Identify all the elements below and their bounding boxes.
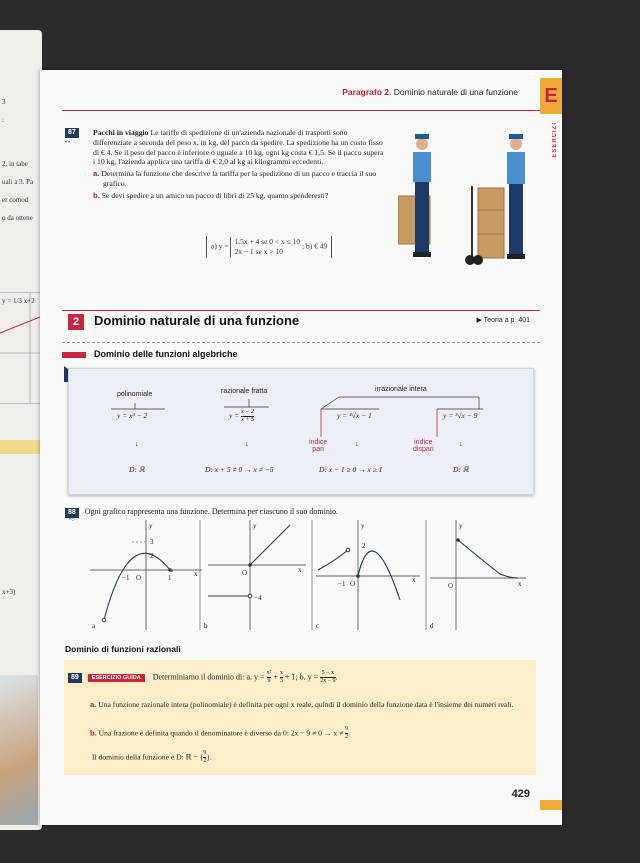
left-yellow-band	[0, 440, 40, 454]
guided-exercise-tag: ESERCIZIO GUIDA	[88, 674, 145, 682]
theory-link[interactable]: ▶ Teoria a p. 401	[476, 317, 530, 324]
subsection-title	[62, 349, 540, 359]
item-letter: b.	[90, 728, 97, 738]
graph-b	[208, 520, 306, 630]
svg-text:−1: −1	[338, 580, 346, 588]
left-fragment: uali a 3. Pa	[2, 178, 34, 186]
left-fragment: er comod	[2, 196, 29, 204]
function-classification-diagram	[68, 368, 534, 495]
textbook-page	[40, 70, 562, 825]
label-polinomiale: polinomiale	[117, 391, 153, 398]
section-title: Dominio naturale di una funzione	[94, 313, 300, 328]
inline-fraction: $\frac{x}{3}$	[279, 670, 283, 684]
svg-text:O: O	[350, 580, 356, 588]
paragraph-label: Paragrafo 2.	[342, 87, 392, 97]
answer-b: ; b) € 49	[302, 241, 328, 251]
svg-text:y: y	[149, 522, 153, 530]
graph-label-c: c	[316, 622, 320, 630]
inline-fraction: $\frac{\text{x²}}{9}$	[266, 670, 272, 684]
left-graph-label: y = 1/3 x+2	[2, 297, 35, 305]
domain-irrazionale-pari: D: x − 1 ≥ 0 → x ≥ 1	[319, 465, 383, 474]
answer-case-1: 1,5x + 4 se 0 < x ≤ 10	[234, 237, 301, 246]
exercise-number: 89	[68, 673, 82, 683]
answer-case-2: 2x − 1 se x > 10	[234, 247, 283, 256]
graph-a	[90, 520, 202, 630]
subsection-bar	[62, 352, 86, 358]
graph-d	[430, 520, 526, 630]
label-irrazionale: irrazionale intera	[375, 386, 427, 393]
exercise-89: 89 ESERCIZIO GUIDA Determiniamo il dominio di: a. y = $\frac{\text{x²}}{9}$ + $\frac{x}{3}$ + 1; b. y = $\frac{5 - x}{2x - 9}$ .	[64, 670, 338, 685]
left-graph	[0, 292, 40, 404]
formula-polinomiale: y = x³ − 2	[117, 411, 148, 420]
inline-fraction: $\frac{9}{2}$	[203, 750, 207, 764]
svg-text:2: 2	[150, 552, 154, 560]
formula-razionale-lhs: y =	[229, 411, 240, 421]
header-rule	[62, 110, 540, 111]
svg-text:O: O	[242, 569, 248, 577]
delivery-workers-illustration	[398, 128, 538, 268]
guide-item-a-text: Una funzione razionale intera (polinomiale) è definita per ogni x reale, quindi il dominio della funzione data è l'insieme dei numeri reali.	[98, 700, 514, 709]
domain-graphs	[90, 520, 530, 630]
esercizi-side-label: ESERCIZI	[552, 122, 558, 158]
exercise-item-b: Se devi spedire a un amico un pacco di libri di 25 kg, quanto spenderesti?	[101, 190, 329, 200]
difficulty-dots: ••	[65, 140, 72, 146]
exercise-title: Pacchi in viaggio	[93, 128, 149, 137]
formula-irrazionale-pari: y = ⁴√x − 1	[337, 411, 372, 420]
formula-razionale	[229, 409, 254, 424]
svg-text:1: 1	[168, 574, 172, 582]
svg-text:O: O	[136, 574, 142, 582]
exercise-number: 88	[65, 508, 79, 518]
inline-fraction: $\frac{5 - x}{2x - 9}$	[320, 670, 336, 684]
left-fragment: o da ottene	[2, 214, 33, 222]
subsection-title: Dominio di funzioni razionali	[65, 644, 181, 654]
exercise-answer	[206, 236, 332, 258]
arrow-down: ↓	[355, 441, 359, 448]
guide-conclusion: Il dominio della funzione è D: ℝ − { $\frac{9}{2}$ }.	[92, 750, 212, 764]
exercise-88	[65, 507, 339, 523]
svg-text:x: x	[194, 570, 198, 578]
svg-text:3: 3	[150, 538, 154, 546]
domain-polinomiale: D: ℝ	[129, 465, 145, 474]
domain-razionale: D: x + 5 ≠ 0 → x ≠ −5	[205, 465, 274, 474]
header-title	[342, 87, 518, 97]
dashed-divider	[62, 342, 540, 343]
arrow-down: ↓	[245, 441, 249, 448]
svg-text:x: x	[298, 566, 302, 574]
answer-a-label: a) y =	[211, 241, 229, 251]
exercise-text: Le tariffe di spedizione di un'azienda nazionale di trasporti sono differenziate a seconda del peso x, in kg, del pacco da spedire. La spedizione ha un costo fisso di € 4. Se il peso del pacco è inferiore o uguale a 10 kg, ogni kg costa € 1,5. Se il pacco supera i 10 kg, l'azienda applica una tariffa di € 2,0 al kg ai kilogrammi eccedenti.	[93, 128, 384, 167]
exercise-number: 87	[65, 128, 79, 138]
guide-item-b: b. Una frazione è definita quando il denominatore è diverso da 0: 2x − 9 ≠ 0 → x ≠ $\frac{9}{2}$ .	[90, 726, 351, 740]
svg-text:O: O	[448, 582, 454, 590]
guide-conclusion-text: Il dominio della funzione è D: ℝ −	[92, 752, 198, 762]
frac-numerator: x − 2	[241, 409, 254, 415]
item-letter: b.	[93, 190, 100, 200]
exercise-87	[65, 128, 385, 201]
exercise-text: Determiniamo il dominio di: a. y =	[152, 672, 265, 682]
graph-label-d: d	[430, 622, 434, 630]
inline-fraction: $\frac{9}{2}$	[345, 726, 349, 740]
svg-text:2: 2	[362, 542, 366, 550]
item-letter: a.	[90, 700, 97, 709]
guided-exercise-box	[64, 660, 536, 775]
left-fragment: 2, in tabe	[2, 160, 28, 168]
guide-item-a	[90, 700, 530, 710]
exercise-item-a: Determina la funzione che descrive la tariffa per la spedizione di un pacco e traccia il suo grafico.	[101, 169, 377, 188]
guide-item-b-text: Una frazione è definita quando il denominatore è diverso da 0: 2x − 9 ≠ 0 → x ≠	[98, 728, 344, 738]
svg-text:y: y	[253, 522, 257, 530]
difficulty-dots: •○	[69, 517, 75, 523]
frac-denominator: x + 5	[241, 417, 254, 423]
label-indice-dispari: indice dispari	[413, 439, 434, 453]
page-corner-tab	[540, 800, 562, 810]
arrow-down: ↓	[459, 441, 463, 448]
graph-label-b: b	[204, 622, 208, 630]
left-fragment: :	[2, 116, 4, 124]
svg-text:y: y	[459, 522, 463, 530]
page-number: 429	[511, 788, 530, 800]
svg-text:−1: −1	[122, 574, 130, 582]
svg-text:x: x	[518, 580, 522, 588]
label-razionale: razionale fratta	[221, 388, 268, 395]
left-photo	[0, 675, 38, 825]
graph-c	[316, 520, 420, 630]
formula-irrazionale-dispari: y = ³√x − 9	[443, 411, 478, 420]
left-page-edge	[0, 30, 42, 830]
section-number: 2	[68, 314, 84, 330]
item-letter: a.	[93, 169, 100, 179]
subsection-title-text: Dominio delle funzioni algebriche	[94, 349, 238, 359]
exercise-text: Ogni grafico rappresenta una funzione. Determina per ciascuno il suo dominio.	[84, 507, 339, 516]
left-fragment: x+3)	[2, 588, 16, 596]
svg-text:−4: −4	[254, 594, 262, 602]
domain-irrazionale-dispari: D: ℝ	[453, 465, 469, 474]
formula-razionale-frac	[241, 409, 254, 424]
svg-text:y: y	[361, 522, 365, 530]
arrow-down: ↓	[135, 441, 139, 448]
graph-label-a: a	[92, 622, 96, 630]
svg-text:x: x	[412, 576, 416, 584]
paragraph-title: Dominio naturale di una funzione	[393, 87, 518, 97]
left-fragment: 3	[2, 98, 6, 106]
label-indice-pari: indice pari	[309, 439, 328, 453]
chapter-tab: E	[540, 78, 562, 114]
